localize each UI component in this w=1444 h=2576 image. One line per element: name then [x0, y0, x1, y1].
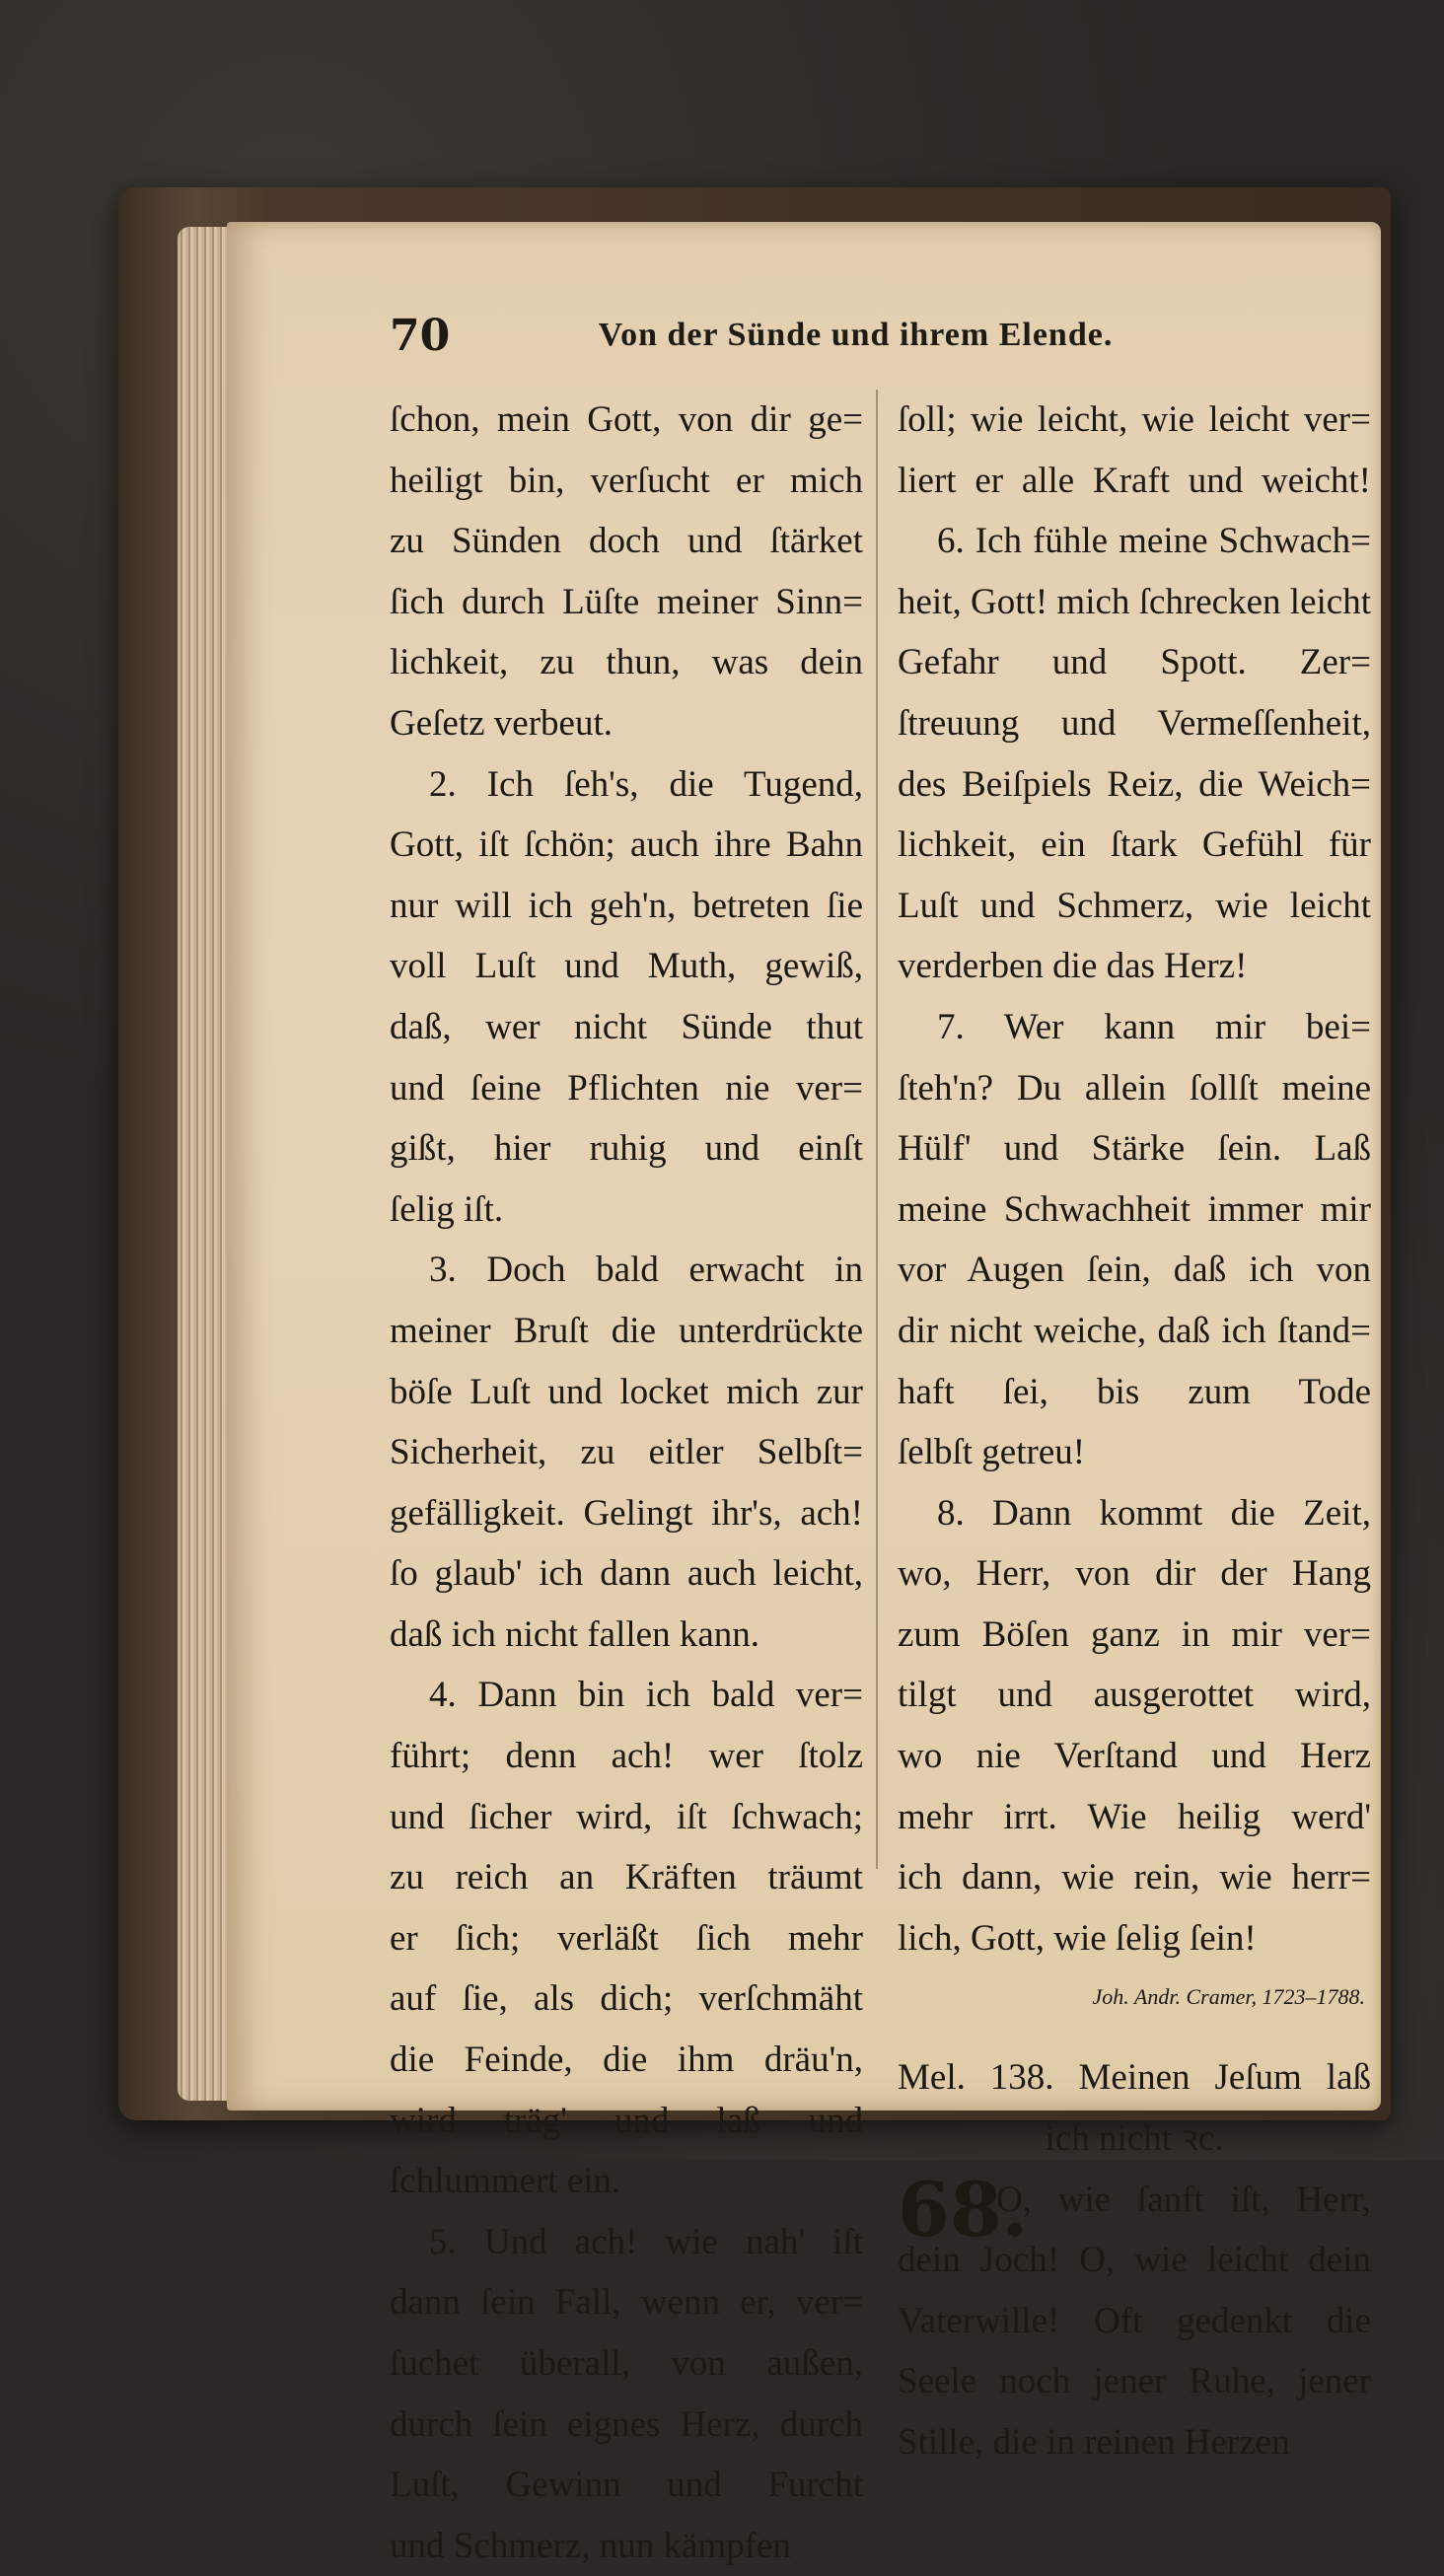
text-line: ſuchet überall, von außen,: [390, 2343, 863, 2384]
text-line: Hülf' und Stärke ſein. Laß: [898, 1128, 1371, 1170]
text-line: Luſt, Gewinn und Furcht: [390, 2465, 863, 2506]
text-line: ich dann, wie rein, wie herr=: [898, 1857, 1371, 1898]
left-column: [390, 390, 863, 2576]
text-line: Luſt und Schmerz, wie leicht: [898, 885, 1371, 926]
column-divider: [876, 390, 878, 1869]
text-line: Geſetz verbeut.: [390, 702, 613, 744]
text-line: nur will ich geh'n, betreten ſie: [390, 885, 863, 926]
book-page: [227, 222, 1381, 2566]
text-line: des Beiſpiels Reiz, die Weich=: [898, 763, 1371, 805]
text-line: gefälligkeit. Gelingt ihr's, ach!: [390, 1492, 863, 1534]
hymn-number: 68.: [898, 2165, 1029, 2254]
melody-subtitle: ich nicht ꝛc.: [1045, 2118, 1224, 2160]
text-line: böſe Luſt und locket mich zur: [390, 1371, 863, 1412]
text-line: Stille, die in reinen Herzen: [898, 2422, 1290, 2463]
text-line: Gefahr und Spott. Zer=: [898, 642, 1371, 683]
text-line: zum Böſen ganz in mir ver=: [898, 1613, 1371, 1655]
text-line: liert er alle Kraft und weicht!: [898, 460, 1371, 501]
text-line: lichkeit, ein ſtark Gefühl für: [898, 824, 1371, 866]
text-line: dann ſein Fall, wenn er, ver=: [390, 2282, 863, 2324]
text-line: 5. Und ach! wie nah' iſt: [429, 2221, 863, 2262]
text-line: ſteh'n? Du allein ſollſt meine: [898, 1067, 1371, 1109]
text-line: Sicherheit, zu eitler Selbſt=: [390, 1432, 863, 1473]
text-line: Vaterwille! Oft gedenkt die: [898, 2300, 1371, 2341]
text-line: ſchlummert ein.: [390, 2161, 621, 2202]
text-line: und Schmerz, nun kämpfen: [390, 2525, 791, 2566]
text-line: und ſeine Pflichten nie ver=: [390, 1067, 863, 1109]
page-number: 70: [390, 311, 451, 361]
text-line: wo, Herr, von dir der Hang: [898, 1553, 1371, 1595]
text-line: 4. Dann bin ich bald ver=: [429, 1675, 863, 1716]
text-line: haft ſei, bis zum Tode: [898, 1371, 1371, 1412]
text-line: lichkeit, zu thun, was dein: [390, 642, 863, 683]
text-line: tilgt und ausgerottet wird,: [898, 1675, 1371, 1716]
text-line: vor Augen ſein, daß ich von: [898, 1250, 1371, 1291]
text-line: ſelbſt getreu!: [898, 1432, 1086, 1473]
melody-line: [898, 2047, 1371, 2169]
text-line: durch ſein eignes Herz, durch: [390, 2403, 863, 2445]
text-line: 2. Ich ſeh's, die Tugend,: [429, 763, 863, 805]
text-line: und ſicher wird, iſt ſchwach;: [390, 1796, 863, 1837]
text-line: daß ich nicht fallen kann.: [390, 1613, 760, 1655]
text-line: daß, wer nicht Sünde thut: [390, 1006, 863, 1047]
text-line: ſo glaub' ich dann auch leicht,: [390, 1553, 863, 1595]
text-line: ſoll; wie leicht, wie leicht ver=: [898, 399, 1371, 440]
text-line: voll Luſt und Muth, gewiß,: [390, 946, 863, 987]
text-line: wo nie Verſtand und Herz: [898, 1736, 1371, 1777]
text-line: dir nicht weiche, daß ich ſtand=: [898, 1310, 1371, 1351]
melody-title: Mel. 138. Meinen Jeſum laß: [898, 2057, 1371, 2099]
text-line: gißt, hier ruhig und einſt: [390, 1128, 863, 1170]
text-line: die Feinde, die ihm dräu'n,: [390, 2039, 863, 2081]
text-line: Gott, iſt ſchön; auch ihre Bahn: [390, 824, 863, 866]
text-line: ſchon, mein Gott, von dir ge=: [390, 399, 863, 440]
text-line: 8. Dann kommt die Zeit,: [937, 1492, 1371, 1534]
text-line: lich, Gott, wie ſelig ſein!: [898, 1917, 1257, 1959]
text-line: ſich durch Lüſte meiner Sinn=: [390, 581, 863, 622]
text-line: ſtreuung und Vermeſſenheit,: [898, 702, 1371, 744]
text-line: führt; denn ach! wer ſtolz: [390, 1736, 863, 1777]
text-line: ſelig iſt.: [390, 1188, 504, 1230]
text-line: 7. Wer kann mir bei=: [937, 1006, 1371, 1047]
text-line: verderben die das Herz!: [898, 946, 1248, 987]
page-header: [390, 311, 1322, 370]
author-credit: Joh. Andr. Cramer, 1723–1788.: [1092, 1984, 1365, 2010]
text-line: er ſich; verläßt ſich mehr: [390, 1917, 863, 1959]
text-line: Seele noch jener Ruhe, jener: [898, 2361, 1371, 2402]
text-line: meiner Bruſt die unterdrückte: [390, 1310, 863, 1351]
right-column-text: [898, 390, 1371, 1968]
text-line: heit, Gott! mich ſchrecken leicht: [898, 581, 1371, 622]
text-line: zu reich an Kräften träumt: [390, 1857, 863, 1898]
text-line: dein Joch! O, wie leicht dein: [898, 2240, 1371, 2281]
text-line: mehr irrt. Wie heilig werd': [898, 1796, 1371, 1837]
text-line: heiligt bin, verſucht er mich: [390, 460, 863, 501]
text-line: meine Schwachheit immer mir: [898, 1188, 1371, 1230]
text-line: 3. Doch bald erwacht in: [429, 1250, 863, 1291]
running-title: Von der Sünde und ihrem Elende.: [598, 317, 1114, 353]
hymn-68: [898, 2165, 1371, 2473]
text-line: 6. Ich fühle meine Schwach=: [937, 521, 1371, 562]
text-line: auf ſie, als dich; verſchmäht: [390, 1978, 863, 2020]
text-line: wird träg' und laß und: [390, 2100, 863, 2141]
text-line: O, wie ſanft iſt, Herr,: [996, 2179, 1371, 2220]
text-line: zu Sünden doch und ſtärket: [390, 521, 863, 562]
